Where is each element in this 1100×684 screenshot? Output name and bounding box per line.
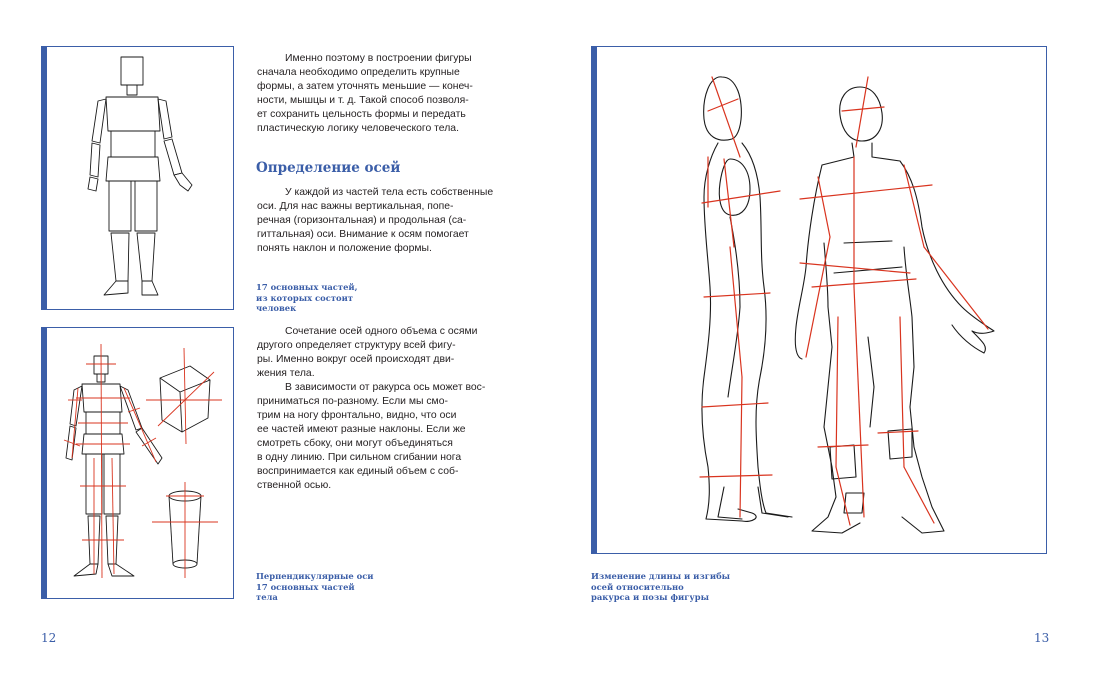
caption-line: ракурса и позы фигуры: [591, 592, 709, 602]
foreshortening-line-1: В зависимости от ракурса ось может вос-: [285, 382, 486, 393]
caption-line: 17 основных частей: [256, 581, 355, 592]
structure-line-2: другого определяет структуру всей фигу-: [257, 340, 456, 351]
intro-line-6: пластическую логику человеческого тела.: [257, 123, 459, 134]
block-figure-caption: [256, 282, 358, 314]
caption-line: 17 основных частей,: [256, 282, 358, 292]
page-number: 12: [41, 631, 57, 645]
intro-line-2: сначала необходимо определить крупные: [257, 67, 460, 78]
intro-line-3: формы, а затем уточнять меньшие — конеч-: [257, 81, 473, 92]
axes-figure-drawing: [42, 328, 235, 600]
structure-paragraph: [257, 325, 519, 493]
foreshortening-line-3: трим на ногу фронтально, видно, что оси: [257, 410, 457, 421]
structure-line-4: жения тела.: [257, 368, 315, 379]
caption-line: человек: [256, 303, 297, 313]
axes-line-5: понять наклон и положение формы.: [257, 243, 432, 254]
axes-line-2: оси. Для нас важны вертикальная, попе-: [257, 201, 454, 212]
intro-paragraph: [257, 52, 519, 136]
two-figures-caption: [591, 571, 730, 603]
axes-line-3: речная (горизонтальная) и продольная (са-: [257, 215, 467, 226]
intro-line-4: ности, мышцы и т. д. Такой способ позволя-: [257, 95, 469, 106]
foreshortening-line-2: приниматься по-разному. Если мы смо-: [257, 396, 448, 407]
right-page: [550, 0, 1100, 684]
axes-paragraph: [257, 186, 519, 256]
caption-line: Изменение длины и изгибы: [591, 571, 731, 581]
structure-line-3: ры. Именно вокруг осей происходят дви-: [257, 354, 455, 365]
page-number: 13: [1034, 631, 1050, 645]
caption-line: из которых состоит: [256, 292, 354, 303]
two-figures-illustration: [591, 46, 1047, 554]
axes-line-4: гиттальная) оси. Внимание к осям помогает: [257, 229, 469, 240]
two-figures-drawing: [592, 47, 1048, 555]
intro-line-1: Именно поэтому в построении фигуры: [285, 53, 472, 64]
section-heading: Определение осей: [256, 160, 401, 176]
caption-line: Перпендикулярные оси: [256, 571, 374, 581]
foreshortening-line-5: смотреть сбоку, они могут объединяться: [257, 438, 453, 449]
foreshortening-line-4: ее частей имеют разные наклоны. Если же: [257, 424, 466, 435]
block-figure-drawing: [42, 47, 235, 311]
foreshortening-line-7: воспринимается как единый объем с соб-: [257, 466, 459, 477]
axes-line-1: У каждой из частей тела есть собственные: [285, 187, 494, 198]
foreshortening-line-8: ственной осью.: [257, 480, 332, 491]
axes-figure-caption: [256, 571, 374, 603]
caption-line: тела: [256, 592, 278, 602]
axes-figure-illustration: [41, 327, 234, 599]
block-figure-illustration: [41, 46, 234, 310]
intro-line-5: ет сохранить цельность формы и передать: [257, 109, 466, 120]
foreshortening-line-6: в одну линию. При сильном сгибании нога: [257, 452, 462, 463]
caption-line: осей относительно: [591, 581, 684, 592]
structure-line-1: Сочетание осей одного объема с осями: [285, 326, 478, 337]
